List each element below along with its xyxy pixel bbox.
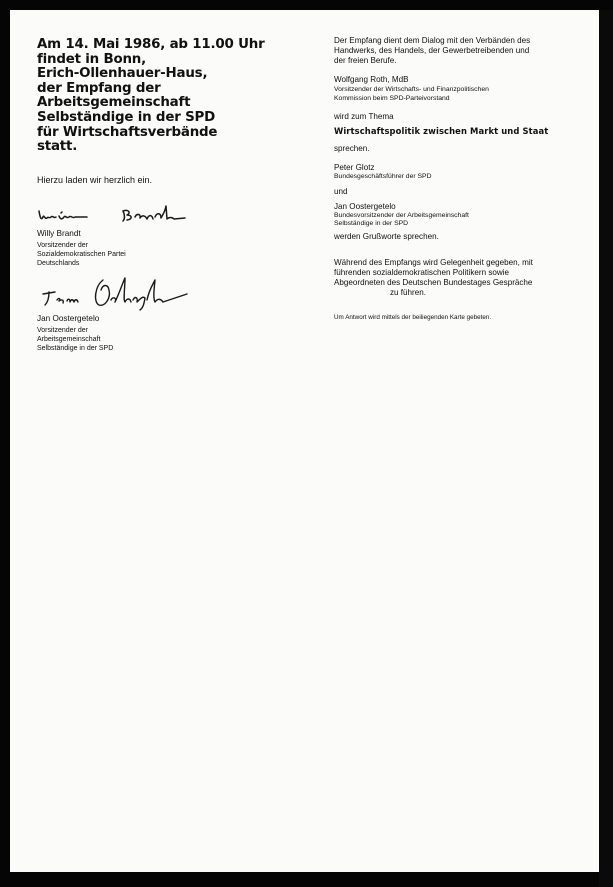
intro-paragraph bbox=[334, 36, 592, 66]
signature-brandt-icon bbox=[37, 203, 217, 225]
invitation-page bbox=[10, 10, 599, 872]
greeter-role bbox=[334, 212, 592, 229]
role-line: Bundesgeschäftsführer der SPD bbox=[334, 173, 432, 181]
topic-intro: wird zum Thema bbox=[334, 112, 394, 122]
signatory-role bbox=[37, 326, 307, 353]
speaker-name: Wolfgang Roth, MdB bbox=[334, 75, 409, 84]
role-line: Vorsitzender der bbox=[37, 326, 88, 334]
role-line: Kommission beim SPD-Parteivorstand bbox=[334, 94, 450, 102]
headline-line: Arbeitsgemeinschaft bbox=[37, 95, 191, 111]
headline-line: Erich-Ollenhauer-Haus, bbox=[37, 66, 208, 82]
signature-block-oostergetelo bbox=[37, 272, 307, 353]
and-word: und bbox=[334, 186, 348, 196]
signatory-name: Jan Oostergetelo bbox=[37, 313, 100, 323]
headline-line: statt. bbox=[37, 139, 78, 155]
closing-paragraph bbox=[334, 258, 592, 298]
role-line: Deutschlands bbox=[37, 259, 80, 267]
text-line: zu führen. bbox=[390, 287, 426, 297]
headline-line: Selbständige in der SPD bbox=[37, 109, 216, 125]
role-line: Bundesvorsitzender der Arbeitsgemeinschaft bbox=[334, 211, 469, 219]
role-line: Arbeitsgemeinschaft bbox=[37, 335, 101, 343]
role-line: Selbständige in der SPD bbox=[37, 344, 114, 352]
signature-oostergetelo-icon bbox=[37, 272, 227, 312]
signatory-role bbox=[37, 241, 307, 268]
role-line: Vorsitzender der Wirtschafts- und Finanzpolitischen bbox=[334, 86, 489, 93]
left-column bbox=[37, 38, 307, 353]
invitation-text: Hierzu laden wir herzlich ein. bbox=[37, 174, 153, 185]
right-column bbox=[334, 36, 592, 321]
headline-line: Am 14. Mai 1986, ab 11.00 Uhr bbox=[37, 37, 265, 52]
signature-block-brandt bbox=[37, 203, 307, 268]
topic-outro: sprechen. bbox=[334, 144, 370, 154]
text-line: der freien Berufe. bbox=[334, 56, 397, 65]
role-line: Selbständige in der SPD bbox=[334, 220, 409, 228]
headline bbox=[37, 38, 307, 155]
greeter-name: Jan Oostergetelo bbox=[334, 201, 396, 211]
greeter-role bbox=[334, 173, 592, 182]
rsvp-note: Um Antwort wird mittels der beiliegenden Karte gebeten. bbox=[334, 313, 492, 321]
greeter-name: Peter Glotz bbox=[334, 163, 375, 173]
signatory-name: Willy Brandt bbox=[37, 228, 81, 238]
speaker-role bbox=[334, 86, 592, 103]
headline-line: für Wirtschaftsverbände bbox=[37, 124, 218, 140]
text-line: Handwerks, des Handels, der Gewerbetreibenden und bbox=[334, 46, 530, 55]
headline-line: findet in Bonn, bbox=[37, 51, 147, 67]
role-line: Sozialdemokratischen Partei bbox=[37, 250, 126, 258]
role-line: Vorsitzender der bbox=[37, 241, 88, 249]
scan-border bbox=[599, 10, 613, 887]
text-line: Abgeordneten des Deutschen Bundestages Gespräche bbox=[334, 277, 533, 287]
text-line: führenden sozialdemokratischen Politikern sowie bbox=[334, 267, 510, 277]
headline-line: der Empfang der bbox=[37, 80, 161, 96]
text-line: Während des Empfangs wird Gelegenheit gegeben, mit bbox=[334, 257, 533, 267]
topic-title: Wirtschaftspolitik zwischen Markt und Staat bbox=[334, 126, 549, 137]
text-line: Der Empfang dient dem Dialog mit den Verbänden des bbox=[334, 36, 531, 45]
greeting-line: werden Grußworte sprechen. bbox=[334, 231, 439, 241]
